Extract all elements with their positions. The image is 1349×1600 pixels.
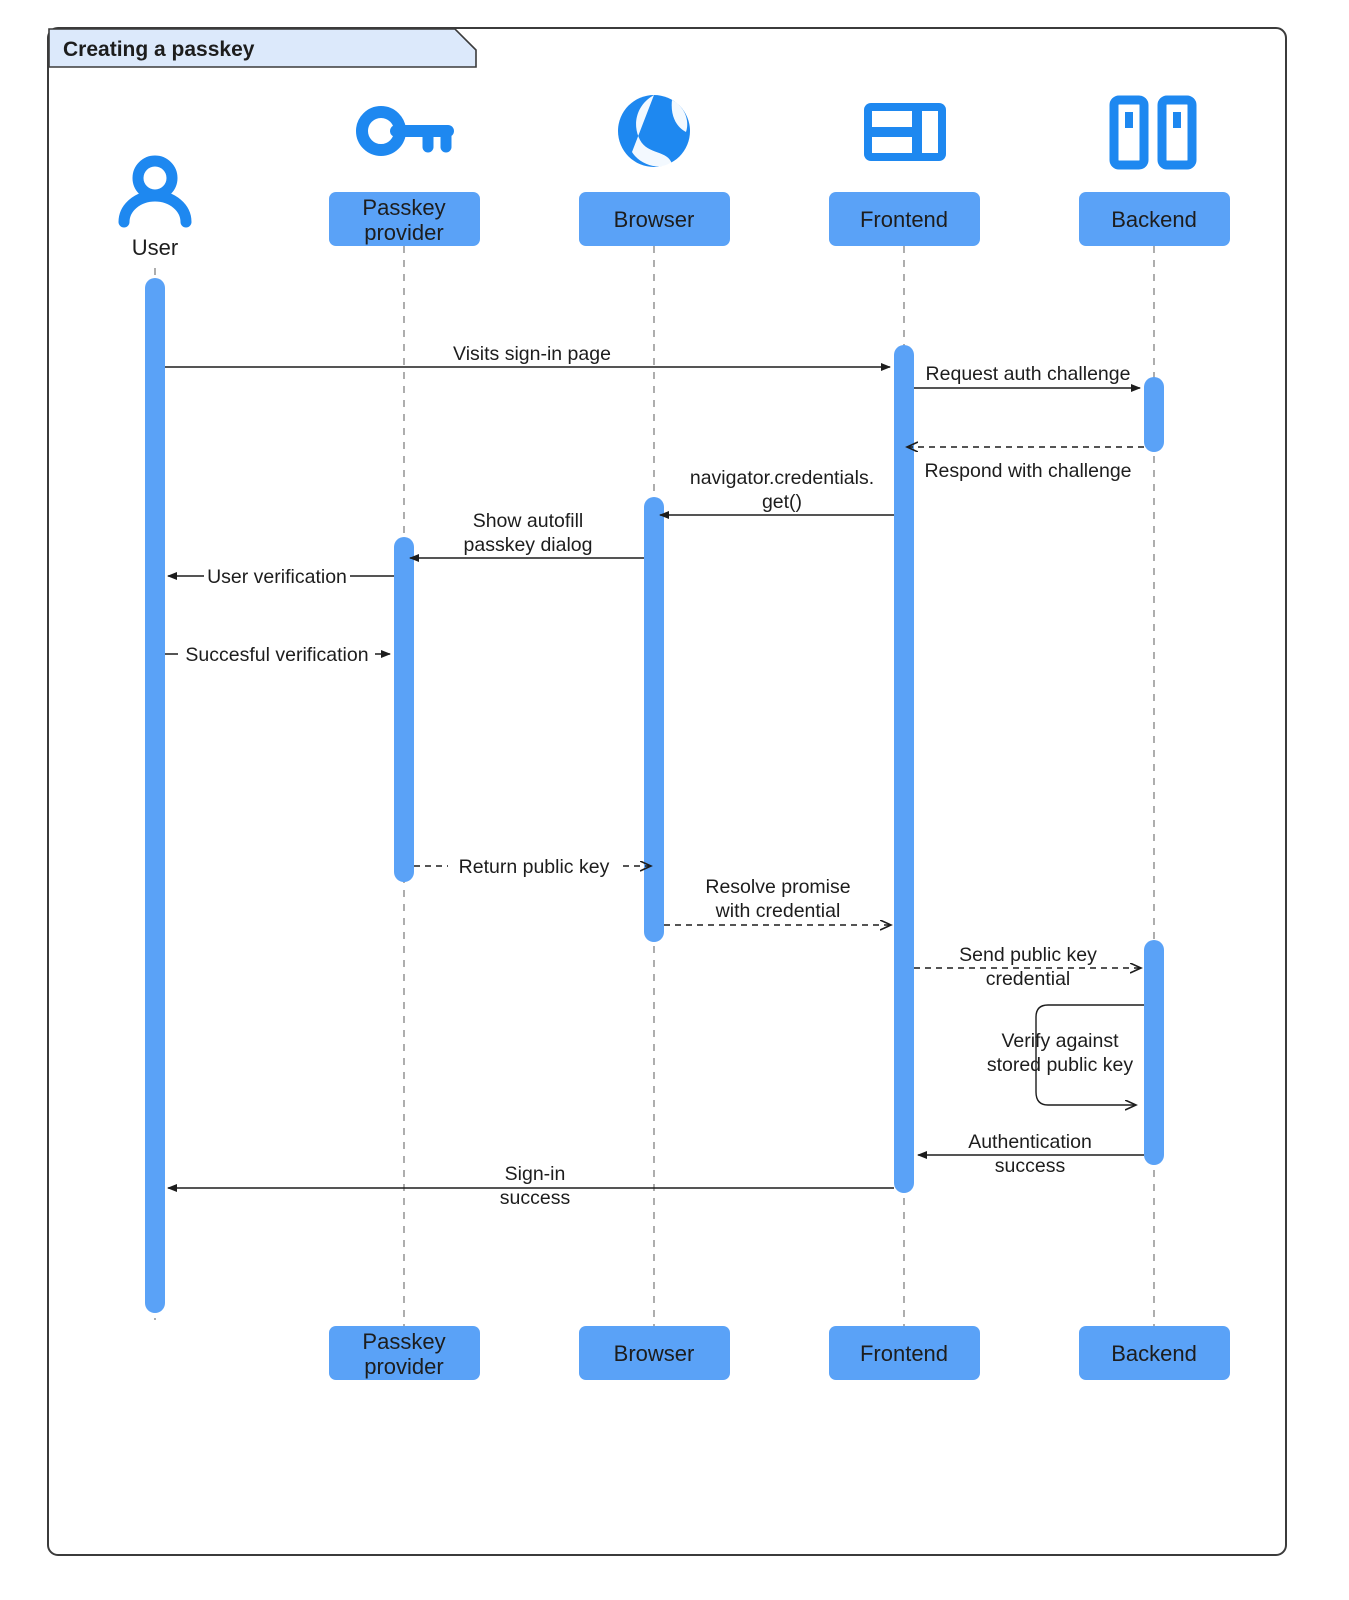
message-label-12-line1: Authentication: [968, 1131, 1092, 1153]
message-label-10-line2: credential: [985, 968, 1071, 990]
activation-backend-1: [1144, 377, 1164, 452]
diagram-title: Creating a passkey: [63, 38, 255, 61]
participant-label-browser: Browser: [613, 206, 695, 232]
activation-browser: [644, 497, 664, 942]
message-label-1: Visits sign-in page: [453, 343, 611, 365]
message-label-6: User verification: [207, 566, 347, 588]
message-label-9-line2: with credential: [715, 900, 841, 922]
layout-icon: [864, 103, 946, 161]
message-label-9-line1: Resolve promise: [705, 876, 851, 898]
globe-icon: [618, 95, 690, 167]
activation-passkey-provider: [394, 537, 414, 882]
message-label-11-line2: stored public key: [986, 1054, 1134, 1076]
message-label-2: Request auth challenge: [925, 363, 1131, 385]
activation-backend-2: [1144, 940, 1164, 1165]
participant-label-user: User: [131, 235, 179, 260]
activation-frontend: [894, 345, 914, 1193]
message-label-4-line1: navigator.credentials.: [689, 467, 875, 489]
participant-label-passkey-provider-line1: Passkey: [362, 194, 446, 220]
message-label-4-line2: get(): [761, 491, 803, 513]
participant-label-frontend: Frontend: [859, 206, 949, 232]
message-label-5-line2: passkey dialog: [463, 534, 593, 556]
participant-label-passkey-provider-line2: provider: [364, 219, 444, 245]
participant-label-backend: Backend: [1111, 206, 1197, 232]
message-label-10-line1: Send public key: [959, 944, 1097, 966]
message-label-5-line1: Show autofill: [472, 510, 584, 532]
footer-label-passkey-provider-line2: provider: [364, 1353, 444, 1379]
footer-label-frontend: Frontend: [859, 1340, 949, 1366]
message-label-7: Succesful verification: [185, 644, 369, 666]
message-label-3: Respond with challenge: [924, 460, 1132, 482]
footer-label-passkey-provider-line1: Passkey: [362, 1328, 446, 1354]
message-label-13-line2: success: [499, 1187, 571, 1209]
message-label-11-line1: Verify against: [1001, 1030, 1119, 1052]
diagram-frame: [48, 28, 1286, 1555]
activation-user: [145, 278, 165, 1313]
footer-label-backend: Backend: [1111, 1340, 1197, 1366]
message-label-13-line1: Sign-in: [504, 1163, 566, 1185]
message-label-12-line2: success: [994, 1155, 1066, 1177]
message-label-8: Return public key: [458, 856, 610, 878]
footer-label-browser: Browser: [613, 1340, 695, 1366]
